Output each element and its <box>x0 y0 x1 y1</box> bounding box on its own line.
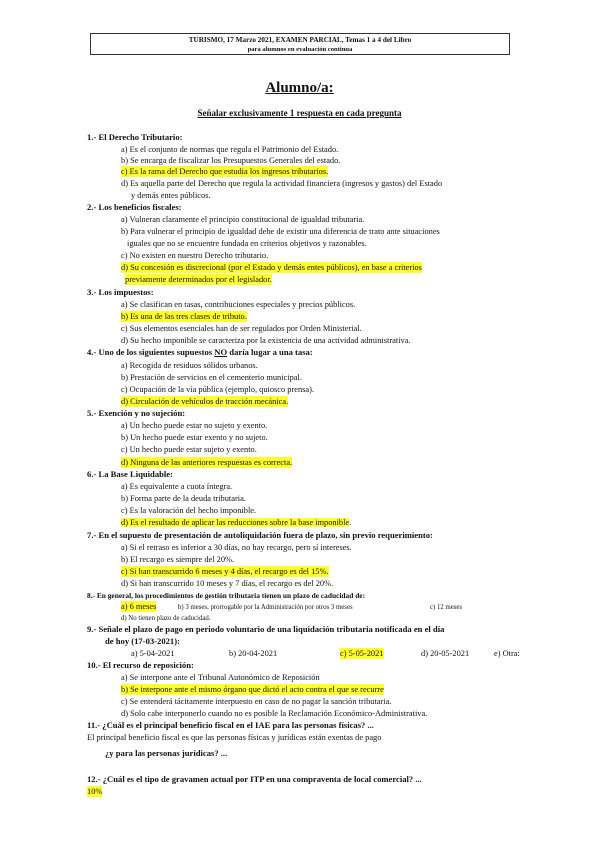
q8-option-a: a) 6 meses <box>121 602 157 611</box>
q8-option-c: c) 12 meses <box>430 604 463 611</box>
q12-title: 12.- ¿Cuál es el tipo de gravamen actual por ITP en una compraventa de local comercial? ... <box>87 774 422 784</box>
q2-option-d: d) Su concesión es discrecional (por el Estado y demás entes públicos), en base a criterios <box>121 263 422 272</box>
q5-option-d: d) Ninguna de las anteriores respuestas es correcta. <box>121 458 293 467</box>
q6-option-a: a) Es equivalente a cuota íntegra. <box>121 482 233 491</box>
q9-option-d: d) 20-05-2021 <box>421 649 470 658</box>
q10-option-d: d) Solo cabe interponerlo cuando no es posible la Reclamación Económico-Administrativa. <box>121 709 428 718</box>
q9-option-a: a) 5-04-2021 <box>131 649 175 658</box>
q3-option-a: a) Se clasifican en tasas, contribuciones especiales y precios públicos. <box>121 300 356 309</box>
q9-option-e: e) Otra: <box>494 649 520 658</box>
q10-title: 10.- El recurso de reposición: <box>87 660 194 670</box>
q10-option-b: b) Se interpone ante el mismo órgano que dictó el acto contra el que se recurre <box>121 685 384 694</box>
q6-option-c: c) Es la valoración del hecho imponible. <box>121 506 257 515</box>
q3-title: 3.- Los impuestos: <box>87 287 154 297</box>
q3-option-d: d) Su hecho imponible se caracteriza por la existencia de una actividad administrativa. <box>121 336 411 345</box>
q2-option-d-cont: previamente determinados por el legislador. <box>125 275 272 284</box>
q1-option-c: c) Es la rama del Derecho que estudia los ingresos tributarios. <box>121 167 329 176</box>
q5-option-b: b) Un hecho puede estar exento y no sujeto. <box>121 433 268 442</box>
q11-answer: El principal beneficio fiscal es que las personas físicas y jurídicas están exentas de pago <box>87 733 382 742</box>
q8-option-d: d) No tienen plazo de caducidad. <box>121 615 211 622</box>
q3-option-b: b) Es una de las tres clases de tributo. <box>121 312 247 321</box>
q7-option-b: b) El recargo es siempre del 20%. <box>121 555 235 564</box>
q7-option-d: d) Si han transcurrido 10 meses y 7 días, el recargo es del 20%. <box>121 579 334 588</box>
q2-option-b-cont: iguales que no se encuentre fundada en criterios objetivos y razonables. <box>127 239 367 248</box>
q4-title <box>87 347 517 358</box>
q3-option-c: c) Sus elementos esenciales han de ser regulados por Orden Ministerial. <box>121 324 362 333</box>
q8-option-b: b) 3 meses, prorrogable por la Administración por otros 3 meses <box>178 604 353 611</box>
q5-option-c: c) Un hecho puede estar sujeto y exento. <box>121 445 257 454</box>
q9-title-cont: de hoy (17-03-2021): <box>105 636 180 646</box>
header-line2: para alumnos en evaluación continua <box>247 46 353 53</box>
q2-option-c: c) No existen en nuestro Derecho tributario. <box>121 251 269 260</box>
q2-option-b: b) Para vulnerar el principio de igualdad debe de existir una diferencia de trato ante situaciones <box>121 227 440 236</box>
q9-option-c: c) 5-05-2021 <box>340 649 384 658</box>
exam-header <box>90 33 510 55</box>
q2-option-a: a) Vulneran claramente el principio constitucional de igualdad tributaria. <box>121 215 365 224</box>
q4-title-no: NO <box>214 347 228 357</box>
q4-title-pre: 4.- Uno de los siguientes supuestos <box>87 347 215 357</box>
q7-title: 7.- En el supuesto de presentación de autoliquidación fuera de plazo, sin previo requerimiento: <box>87 530 433 540</box>
q1-option-a: a) Es el conjunto de normas que regula el Patrimonio del Estado. <box>121 145 339 154</box>
q4-option-a: a) Recogida de residuos sólidos urbanos. <box>121 361 258 370</box>
q4-option-d: d) Circulación de vehículos de tracción mecánica. <box>121 397 289 406</box>
q4-option-b: b) Prestación de servicios en el cementerio municipal. <box>121 373 302 382</box>
q9-title: 9.- Señale el plazo de pago en periodo voluntario de una liquidación tributaria notificada en el día <box>87 624 445 634</box>
q9-option-b: b) 20-04-2021 <box>229 649 278 658</box>
q7-option-a: a) Si el retraso es inferior a 30 días, no hay recargo, pero sí intereses. <box>121 543 352 552</box>
q1-option-b: b) Se encarga de fiscalizar los Presupuestos Generales del estado. <box>121 156 341 165</box>
header-line1: TURISMO, 17 Marzo 2021, EXAMEN PARCIAL, Temas 1 a 4 del Libro <box>188 36 412 44</box>
student-title: Alumno/a: <box>265 80 334 96</box>
q6-title: 6.- La Base Liquidable: <box>87 469 173 479</box>
q6-option-d <box>121 517 351 528</box>
q10-option-a: a) Se interpone ante el Tribunal Autonómico de Reposición <box>121 673 320 682</box>
instruction: Señalar exclusivamente 1 respuesta en cada pregunta <box>197 108 402 118</box>
q4-option-c: c) Ocupación de la vía pública (ejemplo, quiosco prensa). <box>121 385 315 394</box>
q1-option-d: d) Es aquella parte del Derecho que regula la actividad financiera (ingresos y gastos) del Estado <box>121 179 443 188</box>
q5-option-a: a) Un hecho puede estar no sujeto y exento. <box>121 421 268 430</box>
q7-option-c: c) Si han transcurrido 6 meses y 4 días, el recargo es del 15%. <box>121 567 329 576</box>
q2-title: 2.- Los beneficios fiscales: <box>87 202 182 212</box>
q6-option-d-text: d) Es el resultado de aplicar las reducciones sobre la base imponible <box>121 518 350 527</box>
q5-title: 5.- Exención y no sujeción: <box>87 408 186 418</box>
q12-answer: 10% <box>87 787 103 796</box>
q1-option-d-cont: y demás entes públicos. <box>131 191 211 200</box>
q4-title-post: daría lugar a una tasa: <box>227 347 313 357</box>
q1-title: 1.- El Derecho Tributario: <box>87 132 183 142</box>
q11-sub-question: ¿y para las personas jurídicas? ... <box>105 748 228 758</box>
q8-title: 8.- En general, los procedimientos de gestión tributaria tienen un plazo de caducidad de: <box>87 591 366 600</box>
q6-option-b: b) Forma parte de la deuda tributaria. <box>121 494 246 503</box>
q11-title: 11.- ¿Cuál es el principal beneficio fiscal en el IAE para las personas físicas? ... <box>87 720 374 730</box>
q6-option-d-tail: . <box>349 518 352 527</box>
q10-option-c: c) Se entenderá tácitamente interpuesto en caso de no pagar la sanción tributaria. <box>121 697 392 706</box>
